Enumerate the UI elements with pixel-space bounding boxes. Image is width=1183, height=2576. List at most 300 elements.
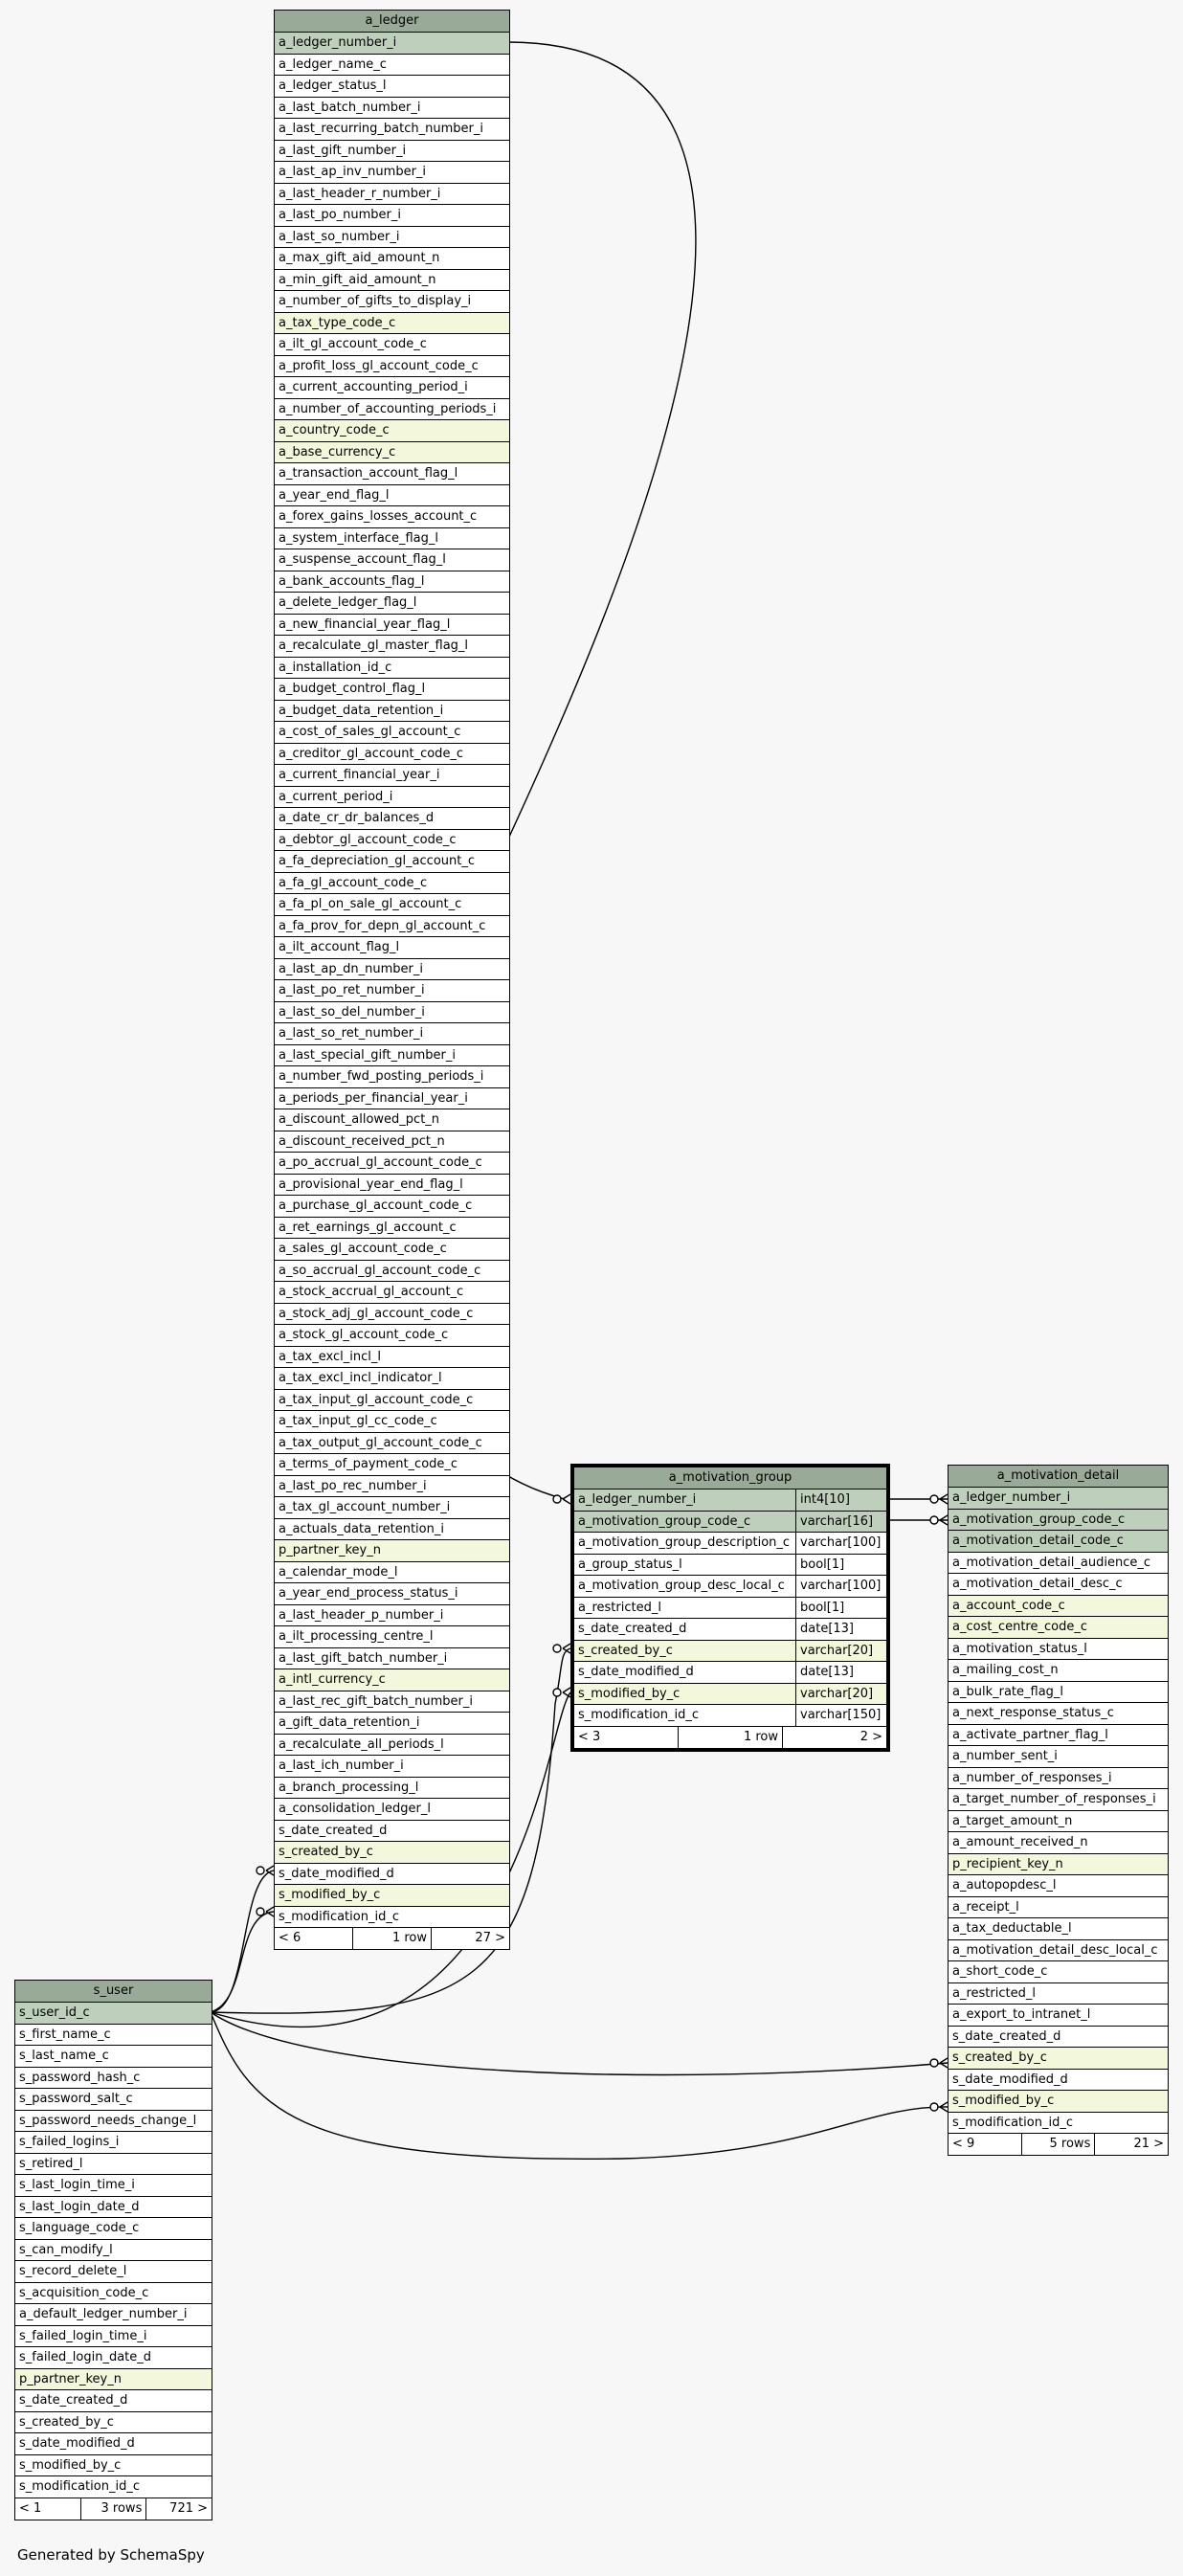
column-name: a_motivation_detail_desc_local_c <box>952 1942 1158 1958</box>
table-s-user[interactable] <box>14 1980 212 2520</box>
column-row[interactable] <box>275 399 509 421</box>
column-row[interactable] <box>275 141 509 163</box>
column-row[interactable] <box>574 1490 886 1512</box>
column-row[interactable] <box>15 2111 212 2133</box>
column-row[interactable] <box>949 1639 1168 1661</box>
column-name: a_motivation_group_desc_local_c <box>578 1579 785 1593</box>
column-row[interactable] <box>275 1239 509 1261</box>
column-row[interactable] <box>275 1626 509 1648</box>
table-title[interactable]: a_motivation_group <box>574 1467 886 1490</box>
crow-foot-marker <box>553 1688 570 1697</box>
column-row[interactable] <box>275 959 509 981</box>
column-name: s_date_created_d <box>952 2028 1061 2044</box>
column-row[interactable] <box>949 1832 1168 1854</box>
column-row[interactable] <box>949 1940 1168 1962</box>
column-row[interactable] <box>949 1574 1168 1596</box>
column-type: varchar[16] <box>795 1512 886 1533</box>
column-row[interactable] <box>949 1961 1168 1983</box>
column-name: a_profit_loss_gl_account_code_c <box>279 358 479 373</box>
table-title[interactable]: a_ledger <box>275 11 509 33</box>
column-name: a_installation_id_c <box>279 660 392 675</box>
column-row[interactable] <box>275 1023 509 1045</box>
column-name: s_created_by_c <box>578 1643 673 1658</box>
column-row[interactable] <box>275 205 509 227</box>
column-name: a_last_po_number_i <box>279 208 401 222</box>
column-name: a_recalculate_gl_master_flag_l <box>279 638 469 653</box>
column-name: s_date_created_d <box>279 1823 388 1838</box>
column-name: a_tax_input_gl_cc_code_c <box>279 1414 437 1428</box>
column-row[interactable] <box>949 1596 1168 1618</box>
column-row[interactable] <box>275 894 509 916</box>
column-row[interactable] <box>15 2132 212 2154</box>
column-name: a_tax_excl_incl_indicator_l <box>279 1371 442 1385</box>
column-name: a_so_accrual_gl_account_code_c <box>279 1263 481 1278</box>
column-row[interactable] <box>574 1598 886 1620</box>
column-row[interactable] <box>949 2048 1168 2070</box>
column-row[interactable] <box>949 1725 1168 1747</box>
column-row[interactable] <box>275 248 509 270</box>
table-a-ledger[interactable] <box>274 10 510 1950</box>
column-row[interactable] <box>949 1811 1168 1833</box>
column-type: bool[1] <box>795 1598 886 1619</box>
column-row[interactable] <box>275 1109 509 1131</box>
column-row[interactable] <box>275 1045 509 1067</box>
column-name: a_current_accounting_period_i <box>279 380 468 394</box>
parents-link[interactable]: < 6 <box>279 1931 301 1945</box>
column-name: a_creditor_gl_account_code_c <box>279 746 464 761</box>
column-row[interactable] <box>15 2240 212 2262</box>
column-name: s_created_by_c <box>19 2414 114 2430</box>
column-name: a_motivation_group_code_c <box>952 1512 1126 1527</box>
table-footer <box>949 2134 1168 2155</box>
parents-link[interactable]: < 1 <box>19 2500 42 2516</box>
column-row[interactable] <box>949 2005 1168 2027</box>
column-name: a_last_rec_gift_batch_number_i <box>279 1693 473 1709</box>
column-name: a_restricted_l <box>952 1985 1036 2001</box>
column-name: a_activate_partner_flag_l <box>952 1727 1108 1742</box>
column-row[interactable] <box>275 1799 509 1821</box>
column-name: a_last_gift_batch_number_i <box>279 1650 448 1666</box>
column-row[interactable] <box>15 2369 212 2391</box>
column-name: a_provisional_year_end_flag_l <box>279 1176 463 1192</box>
column-row[interactable] <box>574 1705 886 1727</box>
column-row[interactable] <box>949 1983 1168 2005</box>
column-name: a_current_financial_year_i <box>279 768 440 782</box>
column-name: a_budget_data_retention_i <box>279 703 444 718</box>
crow-foot-marker <box>930 1515 948 1525</box>
column-name: s_acquisition_code_c <box>19 2285 149 2300</box>
column-row[interactable] <box>15 2046 212 2068</box>
column-row[interactable] <box>275 463 509 485</box>
column-name: s_date_created_d <box>578 1622 687 1636</box>
column-name: a_number_fwd_posting_periods_i <box>279 1069 484 1084</box>
column-type: date[13] <box>795 1662 886 1683</box>
column-name: a_last_po_rec_number_i <box>279 1478 427 1493</box>
column-row[interactable] <box>15 2455 212 2477</box>
column-row[interactable] <box>275 937 509 959</box>
column-row[interactable] <box>275 506 509 528</box>
column-row[interactable] <box>275 1864 509 1886</box>
column-name: a_tax_input_gl_account_code_c <box>279 1392 474 1407</box>
column-name: a_suspense_account_flag_l <box>279 552 446 567</box>
column-row[interactable] <box>275 1497 509 1519</box>
column-row[interactable] <box>275 1605 509 1627</box>
column-row[interactable] <box>275 636 509 658</box>
column-name: a_motivation_detail_audience_c <box>952 1555 1150 1570</box>
column-row[interactable] <box>275 1562 509 1584</box>
column-name: s_language_code_c <box>19 2221 140 2235</box>
column-name: a_fa_pl_on_sale_gl_account_c <box>279 897 462 911</box>
column-row[interactable] <box>949 1875 1168 1897</box>
column-row[interactable] <box>15 2218 212 2240</box>
column-row[interactable] <box>15 2068 212 2090</box>
column-name: a_bank_accounts_flag_l <box>279 573 425 589</box>
column-row[interactable] <box>275 1433 509 1455</box>
column-name: s_created_by_c <box>952 2050 1047 2065</box>
column-name: a_forex_gains_losses_account_c <box>279 509 478 524</box>
column-row[interactable] <box>275 1907 509 1929</box>
column-name: a_amount_received_n <box>952 1835 1088 1849</box>
column-name: a_ilt_processing_centre_l <box>279 1629 434 1644</box>
column-row[interactable] <box>275 679 509 701</box>
column-row[interactable] <box>949 1897 1168 1919</box>
row-count: 5 rows <box>1021 2134 1095 2155</box>
children-link[interactable]: 27 > <box>431 1928 509 1949</box>
column-row[interactable] <box>15 2476 212 2498</box>
column-row[interactable] <box>275 184 509 206</box>
column-row[interactable] <box>15 2197 212 2219</box>
column-row[interactable] <box>275 1540 509 1562</box>
column-name: s_modified_by_c <box>578 1686 681 1701</box>
column-row[interactable] <box>275 916 509 938</box>
column-name: a_sales_gl_account_code_c <box>279 1242 447 1256</box>
column-name: a_motivation_group_description_c <box>578 1535 791 1550</box>
column-name: s_date_modified_d <box>952 2072 1068 2087</box>
column-row[interactable] <box>949 1918 1168 1940</box>
column-row[interactable] <box>949 1854 1168 1876</box>
column-row[interactable] <box>275 1519 509 1541</box>
column-name: a_fa_depreciation_gl_account_c <box>279 854 475 868</box>
column-row[interactable] <box>275 765 509 787</box>
column-name: a_last_so_ret_number_i <box>279 1026 424 1041</box>
crow-foot-marker <box>257 1866 274 1875</box>
column-name: a_tax_excl_incl_l <box>279 1349 381 1364</box>
column-name: a_target_number_of_responses_i <box>952 1792 1156 1806</box>
column-row[interactable] <box>949 1617 1168 1639</box>
row-count: 1 row <box>678 1727 782 1748</box>
column-name: a_tax_gl_account_number_i <box>279 1500 451 1514</box>
column-row[interactable] <box>15 2326 212 2348</box>
column-row[interactable] <box>275 1454 509 1476</box>
column-row[interactable] <box>275 701 509 723</box>
column-row[interactable] <box>275 1756 509 1778</box>
column-name: a_group_status_l <box>578 1557 682 1572</box>
column-row[interactable] <box>275 334 509 356</box>
column-row[interactable] <box>574 1619 886 1641</box>
column-row[interactable] <box>15 2412 212 2434</box>
column-row[interactable] <box>275 1842 509 1864</box>
column-name: a_ledger_status_l <box>279 78 387 93</box>
column-row[interactable] <box>275 1368 509 1390</box>
row-count: 3 rows <box>80 2498 146 2520</box>
relationship-user-to-detail-created-by <box>211 2012 948 2074</box>
column-name: p_recipient_key_n <box>952 1856 1063 1871</box>
column-row[interactable] <box>275 377 509 399</box>
column-name: a_year_end_process_status_i <box>279 1586 458 1601</box>
column-row[interactable] <box>275 1648 509 1670</box>
column-name: s_can_modify_l <box>19 2242 113 2257</box>
column-row[interactable] <box>949 2027 1168 2049</box>
column-row[interactable] <box>15 2175 212 2197</box>
column-type: bool[1] <box>795 1555 886 1576</box>
column-name: a_fa_gl_account_code_c <box>279 875 428 890</box>
column-name: a_mailing_cost_n <box>952 1663 1059 1677</box>
column-type: varchar[150] <box>795 1705 886 1726</box>
column-name: a_budget_control_flag_l <box>279 682 426 696</box>
column-row[interactable] <box>949 2091 1168 2113</box>
column-row[interactable] <box>275 1196 509 1218</box>
column-row[interactable] <box>275 1476 509 1498</box>
column-row[interactable] <box>275 1691 509 1714</box>
column-row[interactable] <box>15 2003 212 2025</box>
column-name: a_branch_processing_l <box>279 1780 419 1795</box>
column-name: a_discount_received_pct_n <box>279 1133 445 1149</box>
column-row[interactable] <box>275 1390 509 1412</box>
column-row[interactable] <box>15 2304 212 2326</box>
column-row[interactable] <box>275 549 509 571</box>
column-row[interactable] <box>275 851 509 873</box>
column-row[interactable] <box>275 1735 509 1757</box>
column-name: a_number_sent_i <box>952 1749 1058 1763</box>
table-title[interactable]: a_motivation_detail <box>949 1466 1168 1488</box>
column-row[interactable] <box>949 1746 1168 1768</box>
column-name: a_ilt_account_flag_l <box>279 940 400 954</box>
column-name: a_discount_allowed_pct_n <box>279 1112 440 1127</box>
column-name: a_ret_earnings_gl_account_c <box>279 1220 457 1235</box>
column-row[interactable] <box>15 2433 212 2455</box>
column-row[interactable] <box>275 55 509 77</box>
column-row[interactable] <box>15 2283 212 2305</box>
column-name: a_tax_output_gl_account_code_c <box>279 1435 482 1450</box>
column-name: a_max_gift_aid_amount_n <box>279 251 440 265</box>
column-name: s_last_name_c <box>19 2049 109 2063</box>
column-row[interactable] <box>574 1662 886 1684</box>
column-name: a_periods_per_financial_year_i <box>279 1090 468 1106</box>
crow-foot-marker <box>257 1907 274 1916</box>
parents-link[interactable]: < 9 <box>952 2137 975 2151</box>
table-title[interactable]: s_user <box>15 1981 212 2003</box>
column-name: a_short_code_c <box>952 1964 1048 1979</box>
column-name: s_modification_id_c <box>279 1909 399 1924</box>
column-row[interactable] <box>275 1347 509 1369</box>
column-row[interactable] <box>574 1533 886 1555</box>
column-row[interactable] <box>275 291 509 313</box>
column-name: a_last_special_gift_number_i <box>279 1047 456 1063</box>
column-name: a_last_ich_number_i <box>279 1758 404 1773</box>
column-row[interactable] <box>275 1304 509 1326</box>
column-name: a_year_end_flag_l <box>279 487 390 503</box>
column-row[interactable] <box>275 873 509 895</box>
column-name: a_number_of_gifts_to_display_i <box>279 294 472 308</box>
column-row[interactable] <box>275 1778 509 1800</box>
column-row[interactable] <box>275 593 509 615</box>
column-row[interactable] <box>275 119 509 141</box>
column-row[interactable] <box>275 227 509 249</box>
column-row[interactable] <box>275 615 509 637</box>
column-name: s_first_name_c <box>19 2027 111 2042</box>
column-row[interactable] <box>949 2070 1168 2092</box>
crow-foot-marker <box>553 1644 570 1653</box>
column-name: a_bulk_rate_flag_l <box>952 1684 1064 1699</box>
column-row[interactable] <box>275 270 509 292</box>
generated-by-label: Generated by SchemaSpy <box>17 2546 205 2564</box>
column-row[interactable] <box>275 420 509 442</box>
column-name: a_new_financial_year_flag_l <box>279 616 451 632</box>
column-row[interactable] <box>15 2390 212 2412</box>
column-name: a_number_of_accounting_periods_i <box>279 401 497 416</box>
column-name: a_number_of_responses_i <box>952 1770 1112 1785</box>
column-row[interactable] <box>574 1576 886 1598</box>
column-name: a_po_accrual_gl_account_code_c <box>279 1155 482 1170</box>
column-name: s_date_modified_d <box>578 1665 694 1679</box>
column-row[interactable] <box>574 1684 886 1706</box>
column-name: a_last_gift_number_i <box>279 143 407 158</box>
column-name: a_ledger_number_i <box>578 1492 697 1507</box>
column-row[interactable] <box>275 356 509 378</box>
table-a-motivation-group[interactable] <box>570 1464 890 1752</box>
table-a-motivation-detail[interactable] <box>948 1465 1169 2156</box>
column-name: a_debtor_gl_account_code_c <box>279 832 457 847</box>
column-type: varchar[20] <box>795 1684 886 1705</box>
table-footer <box>15 2498 212 2520</box>
column-name: s_modification_id_c <box>578 1708 699 1722</box>
column-name: a_motivation_detail_code_c <box>952 1534 1124 1548</box>
relationship-user-to-detail-modified-by <box>211 2012 948 2159</box>
column-name: p_partner_key_n <box>279 1543 381 1557</box>
column-row[interactable] <box>949 1531 1168 1553</box>
column-row[interactable] <box>275 98 509 120</box>
crow-foot-marker <box>930 2102 948 2112</box>
table-footer <box>275 1928 509 1949</box>
column-name: a_system_interface_flag_l <box>279 530 438 546</box>
column-row[interactable] <box>275 485 509 507</box>
column-row[interactable] <box>15 2025 212 2047</box>
column-row[interactable] <box>949 1682 1168 1704</box>
column-row[interactable] <box>949 1768 1168 1790</box>
column-name: a_calendar_mode_l <box>279 1564 398 1579</box>
column-row[interactable] <box>275 658 509 680</box>
column-name: a_recalculate_all_periods_l <box>279 1736 444 1752</box>
column-name: a_terms_of_payment_code_c <box>279 1457 458 1471</box>
column-name: a_last_recurring_batch_number_i <box>279 122 483 136</box>
children-link[interactable]: 721 > <box>145 2498 212 2520</box>
column-name: s_password_hash_c <box>19 2070 141 2085</box>
column-row[interactable] <box>949 1488 1168 1510</box>
column-row[interactable] <box>15 2089 212 2111</box>
column-name: a_last_po_ret_number_i <box>279 983 425 997</box>
column-row[interactable] <box>275 722 509 744</box>
children-link[interactable]: 2 > <box>782 1727 886 1748</box>
column-name: a_export_to_intranet_l <box>952 2007 1091 2022</box>
column-row[interactable] <box>275 1282 509 1304</box>
column-row[interactable] <box>275 1218 509 1240</box>
column-row[interactable] <box>949 1553 1168 1575</box>
column-row[interactable] <box>949 1510 1168 1532</box>
parents-link[interactable]: < 3 <box>578 1729 601 1744</box>
column-row[interactable] <box>275 787 509 809</box>
column-name: a_country_code_c <box>279 423 390 437</box>
column-row[interactable] <box>15 2154 212 2176</box>
column-row[interactable] <box>275 571 509 594</box>
column-name: a_actuals_data_retention_i <box>279 1521 444 1536</box>
column-row[interactable] <box>949 1703 1168 1725</box>
column-row[interactable] <box>275 1153 509 1175</box>
column-row[interactable] <box>574 1555 886 1577</box>
column-row[interactable] <box>275 1088 509 1110</box>
column-row[interactable] <box>949 2113 1168 2135</box>
column-row[interactable] <box>275 442 509 464</box>
crow-foot-marker <box>553 1494 570 1504</box>
column-row[interactable] <box>275 33 509 55</box>
column-name: a_cost_centre_code_c <box>952 1620 1087 1634</box>
column-row[interactable] <box>275 313 509 335</box>
column-name: s_modified_by_c <box>19 2457 122 2473</box>
column-name: a_restricted_l <box>578 1600 661 1615</box>
column-row[interactable] <box>15 2261 212 2283</box>
column-row[interactable] <box>275 1821 509 1843</box>
column-name: a_stock_adj_gl_account_code_c <box>279 1306 474 1321</box>
column-row[interactable] <box>275 830 509 852</box>
column-row[interactable] <box>275 1325 509 1347</box>
column-row[interactable] <box>15 2347 212 2369</box>
column-name: a_base_currency_c <box>279 444 396 459</box>
children-link[interactable]: 21 > <box>1094 2134 1168 2155</box>
column-row[interactable] <box>275 1175 509 1197</box>
column-row[interactable] <box>275 1002 509 1024</box>
column-row[interactable] <box>275 1583 509 1605</box>
column-type: varchar[100] <box>795 1533 886 1554</box>
column-name: a_fa_prov_for_depn_gl_account_c <box>279 918 486 933</box>
column-row[interactable] <box>275 1885 509 1907</box>
column-row[interactable] <box>275 1713 509 1735</box>
column-row[interactable] <box>275 980 509 1002</box>
column-row[interactable] <box>275 744 509 766</box>
column-name: s_password_needs_change_l <box>19 2113 197 2128</box>
column-row[interactable] <box>275 528 509 550</box>
column-row[interactable] <box>275 808 509 830</box>
column-row[interactable] <box>574 1641 886 1663</box>
column-row[interactable] <box>949 1660 1168 1682</box>
column-name: s_record_delete_l <box>19 2264 127 2278</box>
column-row[interactable] <box>574 1512 886 1534</box>
column-row[interactable] <box>275 1411 509 1433</box>
column-row[interactable] <box>275 1066 509 1088</box>
column-row[interactable] <box>275 1261 509 1283</box>
column-name: a_current_period_i <box>279 789 393 804</box>
column-row[interactable] <box>275 1669 509 1691</box>
column-row[interactable] <box>275 162 509 184</box>
column-type: int4[10] <box>795 1490 886 1511</box>
column-name: s_last_login_date_d <box>19 2199 140 2214</box>
column-row[interactable] <box>949 1789 1168 1811</box>
column-name: a_consolidation_ledger_l <box>279 1802 431 1816</box>
column-name: s_date_modified_d <box>279 1866 394 1881</box>
column-name: s_failed_login_date_d <box>19 2350 152 2364</box>
column-name: a_receipt_l <box>952 1899 1019 1915</box>
column-row[interactable] <box>275 76 509 98</box>
column-name: a_ilt_gl_account_code_c <box>279 337 427 351</box>
column-row[interactable] <box>275 1131 509 1154</box>
